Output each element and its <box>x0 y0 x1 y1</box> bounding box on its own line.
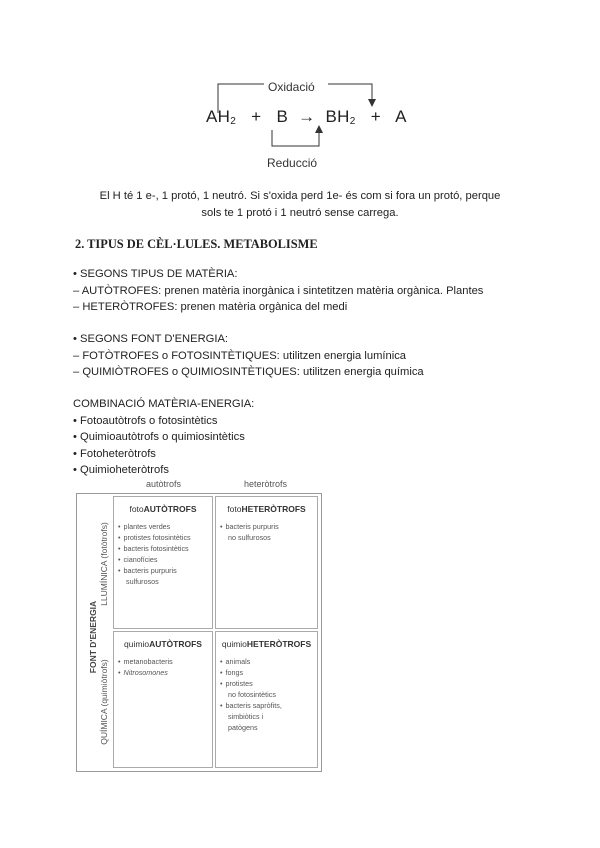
cell-title-quimioautotrofs <box>114 639 212 649</box>
list-item: patògens <box>228 723 258 732</box>
row-label-font-energia: FONT D'ENERGIA <box>88 600 98 674</box>
bh-subscript: 2 <box>349 116 356 127</box>
list-item: sulfurosos <box>126 577 159 586</box>
cell-quimioautotrofs <box>113 631 213 768</box>
energy-title: • SEGONS FONT D'ENERGIA: <box>73 333 229 345</box>
metabolism-table <box>76 474 322 772</box>
list-item: • animals <box>220 656 282 667</box>
b-symbol: B <box>276 107 289 126</box>
matter-line-heterotrofes: – HETERÒTROFES: prenen matèria orgànica del medi <box>73 301 348 313</box>
combination-item-1: • Fotoautòtrofs o fotosintètics <box>73 414 218 427</box>
list-item: • bacteris sapròfits, <box>220 700 282 711</box>
a-symbol: A <box>395 107 407 126</box>
cell-title-fotoautotrofs <box>114 504 212 514</box>
cell-title-main: HETERÒTROFS <box>241 504 306 514</box>
energy-line-fototrofes: – FOTÒTROFES o FOTOSINTÈTIQUES: utilitzen energia lumínica <box>73 349 407 362</box>
reaction-arrow: → <box>298 107 316 126</box>
cell-fotoheterotrofs <box>215 496 318 629</box>
list-fotoautotrofs <box>118 521 191 587</box>
combination-item-2: • Quimioautòtrofs o quimiosintètics <box>73 431 245 443</box>
combination-item-3: • Fotoheteròtrofs <box>73 447 156 460</box>
energy-line-quimiotrofes: – QUIMIÒTROFES o QUIMIOSINTÈTIQUES: utilitzen energia química <box>73 366 424 378</box>
cell-title-main: HETERÒTROFS <box>246 639 312 649</box>
list-item: simbiòtics i <box>228 712 264 721</box>
cell-quimioheterotrofs <box>215 631 318 768</box>
cell-title-prefix: foto <box>227 504 242 514</box>
note-line-2: sols te 1 protó i 1 neutró sense carrega. <box>201 207 399 219</box>
cell-title-main: AUTÒTROFS <box>143 504 197 514</box>
list-item: • cianofícies <box>118 554 191 565</box>
list-item: • protistes <box>220 678 282 689</box>
cell-title-fotoheterotrofs <box>216 504 317 514</box>
oxidation-arrowhead <box>368 99 376 107</box>
list-item: • bacteris fotosintètics <box>118 543 191 554</box>
cell-title-prefix: quimio <box>221 639 247 649</box>
combination-item-4: • Quimioheteròtrofs <box>73 464 169 476</box>
list-item: no sulfurosos <box>228 533 271 542</box>
ah-symbol: AH <box>206 107 231 126</box>
list-item: • bacteris purpuris <box>118 565 191 576</box>
row-label-luminica: LLUMÍNICA (fotòtrofs) <box>99 522 109 606</box>
energy-block <box>73 331 424 381</box>
note-line-1: El H té 1 e-, 1 protó, 1 neutró. Si s'oxida perd 1e- és com si fora un protó, perque <box>99 190 501 202</box>
reduction-arrow-line <box>272 130 319 146</box>
cell-title-prefix: foto <box>129 504 144 514</box>
hydrogen-note <box>75 188 525 222</box>
combination-title: COMBINACIÓ MATÈRIA-ENERGIA: <box>73 398 255 410</box>
list-item: • fongs <box>220 667 282 678</box>
list-item: • metanobacteris <box>118 656 173 667</box>
cell-fotoautotrofs <box>113 496 213 629</box>
cell-title-quimioheterotrofs <box>216 639 317 649</box>
matter-line-autotrofes: – AUTÒTROFES: prenen matèria inorgànica i sintetitzen matèria orgànica. Plantes <box>73 284 484 297</box>
list-item: • Nitrosomones <box>118 667 173 678</box>
redox-arrows <box>0 0 600 200</box>
ah-subscript: 2 <box>230 116 237 127</box>
oxidation-arrow-line-right <box>328 84 372 100</box>
list-item: • bacteris purpuris <box>220 521 279 532</box>
reduction-label: Reducció <box>267 156 318 170</box>
column-header-heterotrofs: heteròtrofs <box>244 479 288 489</box>
list-quimioautotrofs <box>118 656 173 678</box>
matter-block <box>73 266 483 316</box>
plus-sign-2: + <box>370 107 381 126</box>
list-fotoheterotrofs <box>220 521 279 543</box>
row-label-quimica: QUÍMICA (quimiòtrofs) <box>99 659 109 745</box>
list-item: • plantes verdes <box>118 521 191 532</box>
plus-sign-1: + <box>251 107 262 126</box>
bh-symbol: BH <box>325 107 350 126</box>
cell-title-main: AUTÒTROFS <box>149 639 202 649</box>
section-heading: 2. TIPUS DE CÈL·LULES. METABOLISME <box>75 237 318 251</box>
cell-title-prefix: quimio <box>124 639 150 649</box>
matter-title: • SEGONS TIPUS DE MATÈRIA: <box>73 268 238 280</box>
list-quimioheterotrofs <box>220 656 282 733</box>
column-header-autotrofs: autòtrofs <box>146 479 182 489</box>
redox-equation <box>206 107 407 127</box>
combination-block <box>73 396 254 479</box>
oxidation-label: Oxidació <box>268 80 315 94</box>
list-item: • protistes fotosintètics <box>118 532 191 543</box>
list-item: no fotosintètics <box>228 690 276 699</box>
